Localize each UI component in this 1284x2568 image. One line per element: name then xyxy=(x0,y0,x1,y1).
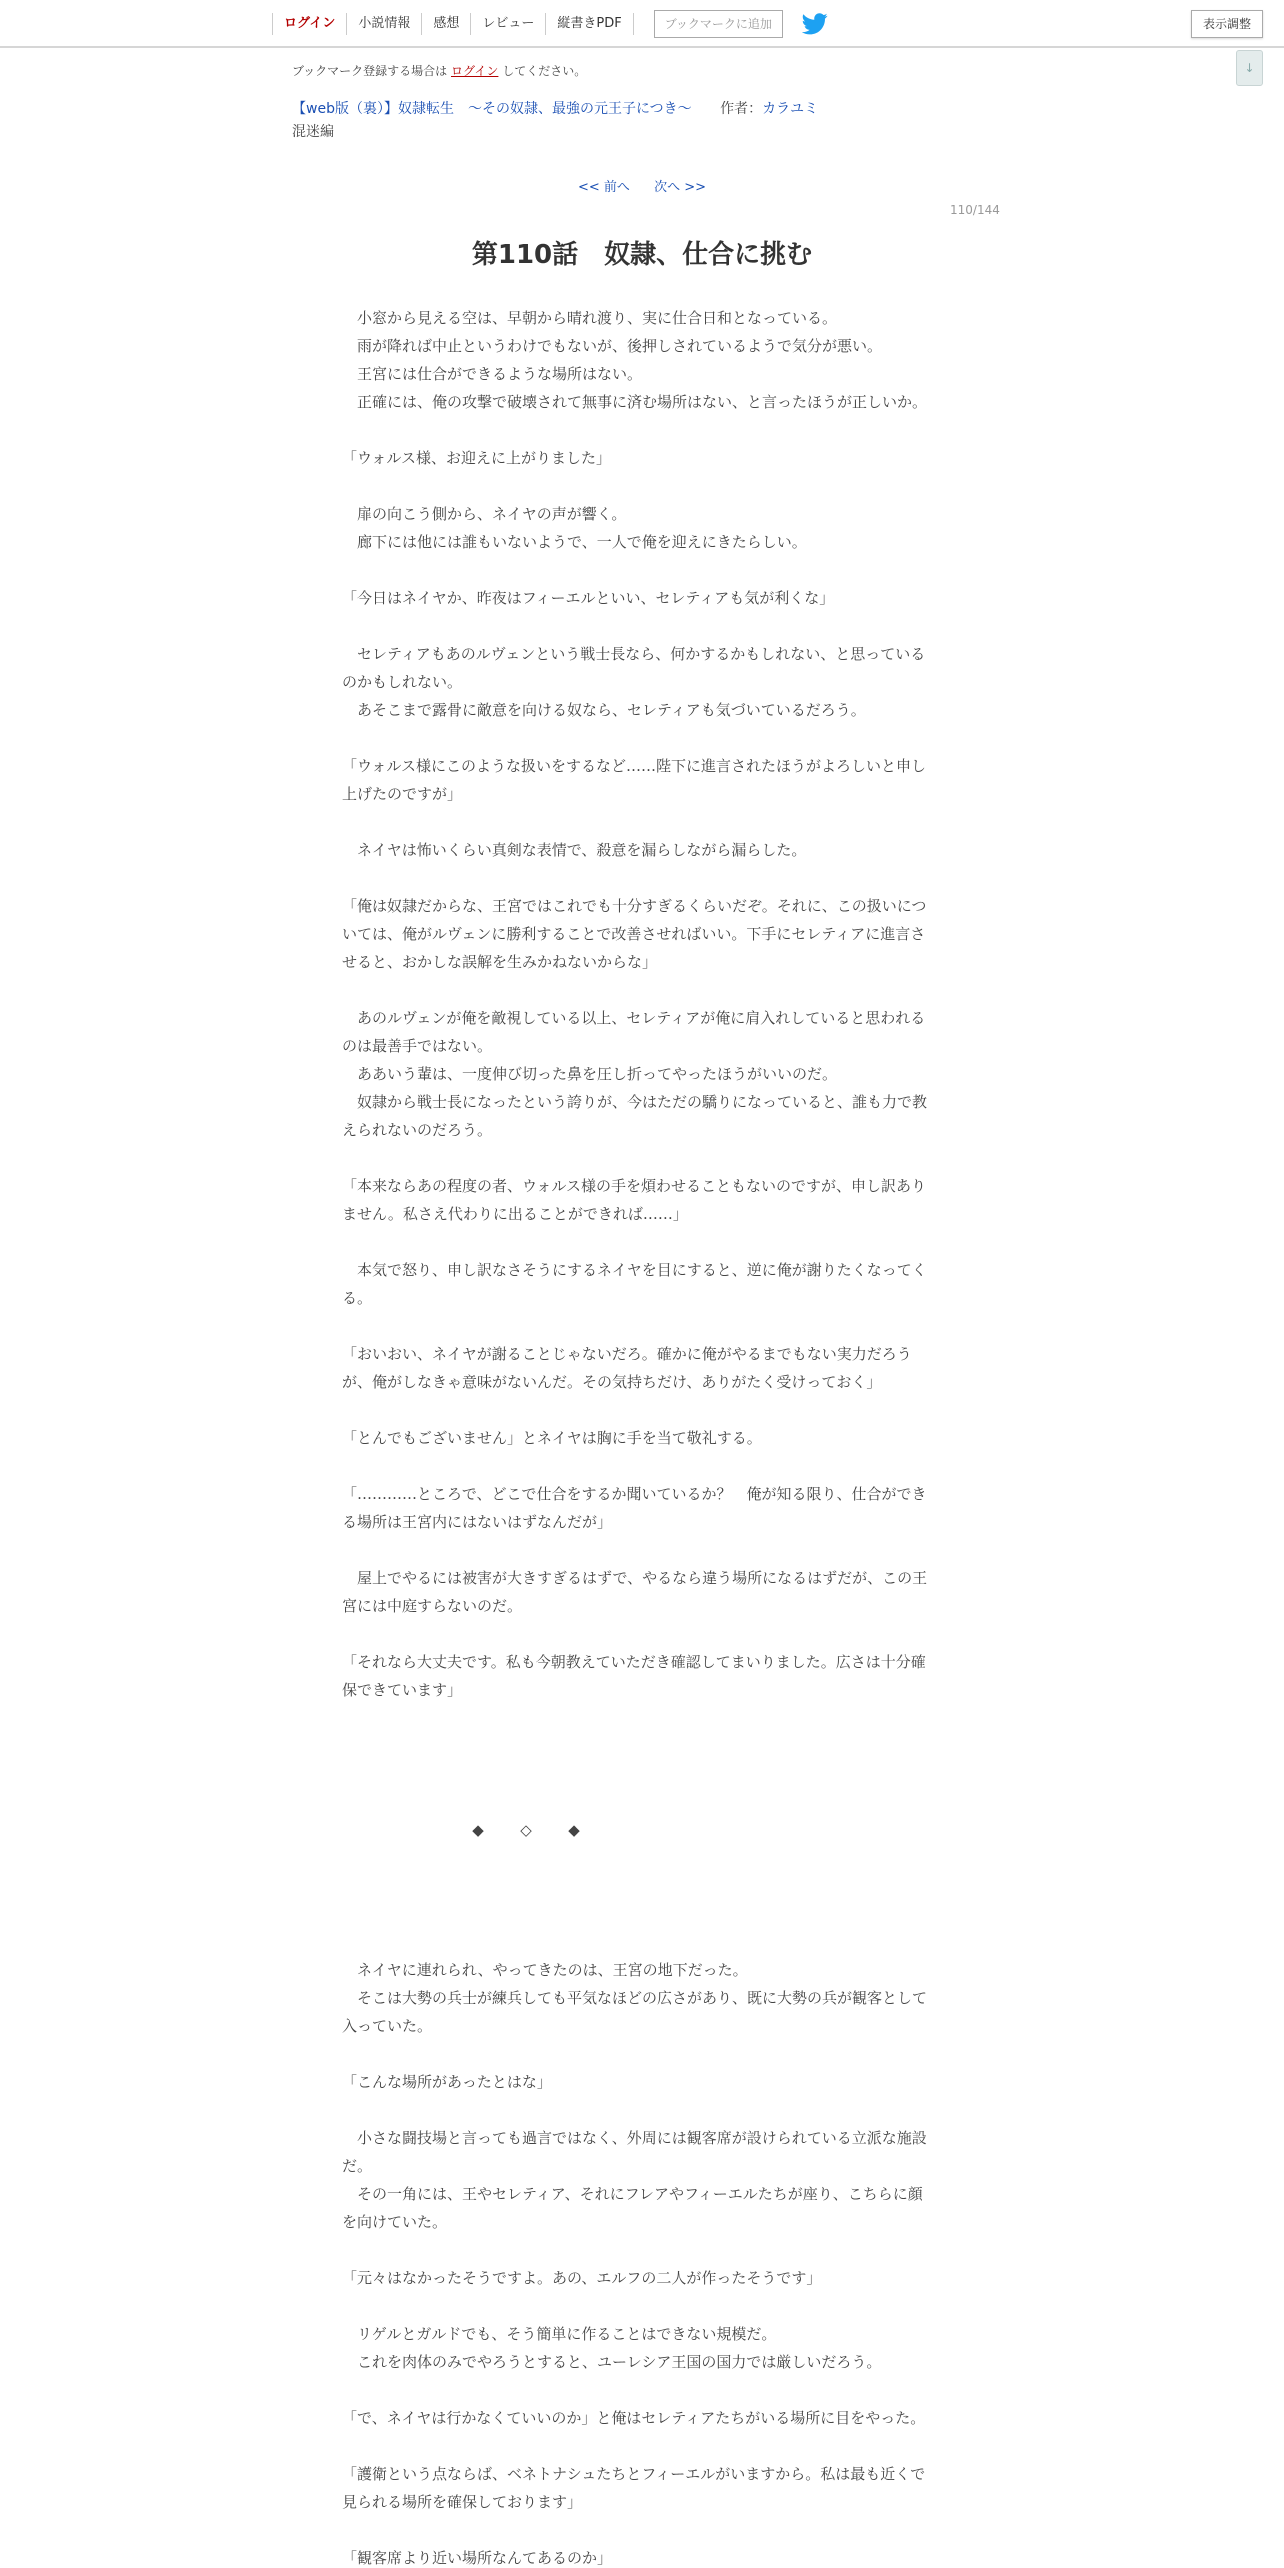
body-paragraph: リゲルとガルドでも、そう簡単に作ることはできない規模だ。 xyxy=(342,2325,777,2343)
body-paragraph xyxy=(342,1900,932,1928)
body-paragraph: 「ウォルス様、お迎えに上がりました」 xyxy=(342,449,611,467)
nav-review[interactable]: レビュー xyxy=(470,13,545,35)
nav-login[interactable]: ログイン xyxy=(272,13,346,35)
body-paragraph xyxy=(342,472,932,500)
body-paragraph: 「元々はなかったそうですよ。あの、エルフの二人が作ったそうです」 xyxy=(342,2269,822,2287)
scene-separator xyxy=(342,1816,932,1844)
separator-glyph: ◆ xyxy=(568,1821,580,1839)
body-paragraph: 「ウォルス様にこのような扱いをするなど……陛下に進言されたほうがよろしいと申し上げたのですが」 xyxy=(342,757,926,803)
body-paragraph: 「護衛という点ならば、ベネトナシュたちとフィーエルがいますから。私は最も近くで見られる場所を確保しております」 xyxy=(342,2465,926,2511)
login-note xyxy=(292,62,586,79)
body-paragraph: 廊下には他には誰もいないようで、一人で俺を迎えにきたらしい。 xyxy=(342,533,807,551)
body-paragraph xyxy=(342,2040,932,2068)
separator-glyph: ◇ xyxy=(520,1821,532,1839)
nav-impressions[interactable]: 感想 xyxy=(421,13,470,35)
author-label: 作者： xyxy=(720,101,763,117)
body-paragraph: 本気で怒り、申し訳なさそうにするネイヤを目にすると、逆に俺が謝りたくなってくる。 xyxy=(342,1261,927,1307)
body-paragraph: 「観客席より近い場所なんてあるのか」 xyxy=(342,2549,613,2567)
author-link[interactable]: カラユミ xyxy=(762,101,819,117)
arrow-down-icon[interactable]: ↓ xyxy=(1236,50,1263,86)
chapter-title: 第110話 奴隷、仕合に挑む xyxy=(471,240,813,270)
login-note-prefix: ブックマーク登録する場合は xyxy=(292,64,448,78)
twitter-bird-icon[interactable] xyxy=(801,12,829,36)
body-paragraph xyxy=(342,2292,932,2320)
body-paragraph xyxy=(342,1396,932,1424)
body-paragraph: 「こんな場所があったとはな」 xyxy=(342,2073,552,2091)
body-paragraph xyxy=(342,2236,932,2264)
body-paragraph: セレティアもあのルヴェンという戦士長なら、何かするかもしれない、と思っているのかもしれない。 xyxy=(342,645,926,691)
chapter-group-label: 混迷編 xyxy=(292,124,334,140)
login-note-link[interactable]: ログイン xyxy=(451,64,499,78)
nav-novel-info[interactable]: 小説情報 xyxy=(346,13,421,35)
body-paragraph xyxy=(342,1536,932,1564)
novel-info-line xyxy=(292,98,818,118)
body-paragraph: 正確には、俺の攻撃で破壊されて無事に済む場所はない、と言ったほうが正しいか。 xyxy=(342,393,928,411)
nav-menu xyxy=(272,0,829,48)
pager-top xyxy=(0,176,1284,195)
body-paragraph xyxy=(342,864,932,892)
body-paragraph xyxy=(342,1788,932,1816)
body-paragraph xyxy=(342,1452,932,1480)
body-paragraph: 「本来ならあの程度の者、ウォルス様の手を煩わせることもないのですが、申し訳ありません。私さえ代わりに出ることができれば……」 xyxy=(342,1177,926,1223)
body-paragraph xyxy=(342,2376,932,2404)
body-paragraph: 雨が降れば中止というわけでもないが、後押しされているようで気分が悪い。 xyxy=(342,337,883,355)
body-paragraph: これを肉体のみでやろうとすると、ユーレシア王国の国力では厳しいだろう。 xyxy=(342,2353,882,2371)
body-paragraph xyxy=(342,1228,932,1256)
display-settings-button[interactable]: 表示調整 xyxy=(1191,10,1263,38)
body-paragraph xyxy=(342,612,932,640)
body-paragraph: 「俺は奴隷だからな、王宮ではこれでも十分すぎるくらいだぞ。それに、この扱いについては、俺がルヴェンに勝利することで改善させればいい。下手にセレティアに進言させると、おかしな誤解を生みかねないからな」 xyxy=(342,897,927,971)
body-paragraph: 小窓から見える空は、早朝から晴れ渡り、実に仕合日和となっている。 xyxy=(342,309,838,327)
body-paragraph: あのルヴェンが俺を敵視している以上、セレティアが俺に肩入れしていると思われるのは最善手ではない。 xyxy=(342,1009,926,1055)
nav-vertical-pdf[interactable]: 縦書きPDF xyxy=(545,13,633,35)
body-paragraph xyxy=(342,1312,932,1340)
body-paragraph xyxy=(342,1872,932,1900)
body-paragraph: ネイヤに連れられ、やってきたのは、王宮の地下だった。 xyxy=(342,1961,748,1979)
body-paragraph xyxy=(342,1928,932,1956)
body-paragraph xyxy=(342,556,932,584)
body-paragraph: 「で、ネイヤは行かなくていいのか」と俺はセレティアたちがいる場所に目をやった。 xyxy=(342,2409,926,2427)
body-paragraph xyxy=(342,1620,932,1648)
login-note-suffix: してください。 xyxy=(502,64,587,78)
body-paragraph: 小さな闘技場と言っても過言ではなく、外周には観客席が設けられている立派な施設だ。 xyxy=(342,2129,927,2175)
body-paragraph xyxy=(342,1844,932,1872)
body-paragraph xyxy=(342,1144,932,1172)
body-paragraph: 「今日はネイヤか、昨夜はフィーエルといい、セレティアも気が利くな」 xyxy=(342,589,835,607)
body-paragraph xyxy=(342,1732,932,1760)
body-paragraph xyxy=(342,2096,932,2124)
body-paragraph xyxy=(342,808,932,836)
body-paragraph: あそこまで露骨に敵意を向ける奴なら、セレティアも気づいているだろう。 xyxy=(342,701,866,719)
body-paragraph: 奴隷から戦士長になったという誇りが、今はただの驕りになっていると、誰も力で教えられないのだろう。 xyxy=(342,1093,928,1139)
body-paragraph: その一角には、王やセレティア、それにフレアやフィーエルたちが座り、こちらに顔を向けていた。 xyxy=(342,2185,923,2231)
body-paragraph xyxy=(342,2516,932,2544)
prev-link[interactable]: << 前へ xyxy=(578,180,630,195)
body-paragraph xyxy=(342,1704,932,1732)
add-bookmark-button[interactable]: ブックマークに追加 xyxy=(654,10,783,38)
body-paragraph: 王宮には仕合ができるような場所はない。 xyxy=(342,365,643,383)
twitter-bird-icon-svg xyxy=(802,13,828,35)
body-paragraph xyxy=(342,1760,932,1788)
body-paragraph xyxy=(342,976,932,1004)
body-paragraph xyxy=(342,416,932,444)
body-paragraph: 「それなら大丈夫です。私も今朝教えていただき確認してまいりました。広さは十分確保できています」 xyxy=(342,1653,926,1699)
novel-title-link[interactable]: 【web版（裏）】奴隷転生 ～その奴隷、最強の元王子につき～ xyxy=(292,101,692,117)
body-paragraph: 「おいおい、ネイヤが謝ることじゃないだろ。確かに俺がやるまでもない実力だろうが、俺がしなきゃ意味がないんだ。その気持ちだけ、ありがたく受けっておく」 xyxy=(342,1345,912,1391)
body-paragraph: 屋上でやるには被害が大きすぎるはずで、やるなら違う場所になるはずだが、この王宮には中庭すらないのだ。 xyxy=(342,1569,928,1615)
body-paragraph: 扉の向こう側から、ネイヤの声が響く。 xyxy=(342,505,627,523)
body-paragraph xyxy=(342,724,932,752)
chapter-body xyxy=(342,304,932,2568)
top-nav-bar xyxy=(0,0,1284,48)
body-paragraph: 「とんでもございません」とネイヤは胸に手を当て敬礼する。 xyxy=(342,1429,762,1447)
page-count: 110/144 xyxy=(950,203,1000,217)
body-paragraph: ネイヤは怖いくらい真剣な表情で、殺意を漏らしながら漏らした。 xyxy=(342,841,807,859)
next-link[interactable]: 次へ >> xyxy=(654,180,706,195)
body-paragraph: ああいう輩は、一度伸び切った鼻を圧し折ってやったほうがいいのだ。 xyxy=(342,1065,838,1083)
body-paragraph xyxy=(342,2432,932,2460)
body-paragraph: そこは大勢の兵士が練兵しても平気なほどの広さがあり、既に大勢の兵が観客として入っていた。 xyxy=(342,1989,928,2035)
body-paragraph: 「…………ところで、どこで仕合をするか聞いているか？ 俺が知る限り、仕合ができる場所は王宮内にはないはずなんだが」 xyxy=(342,1485,927,1531)
separator-glyph: ◆ xyxy=(472,1821,484,1839)
